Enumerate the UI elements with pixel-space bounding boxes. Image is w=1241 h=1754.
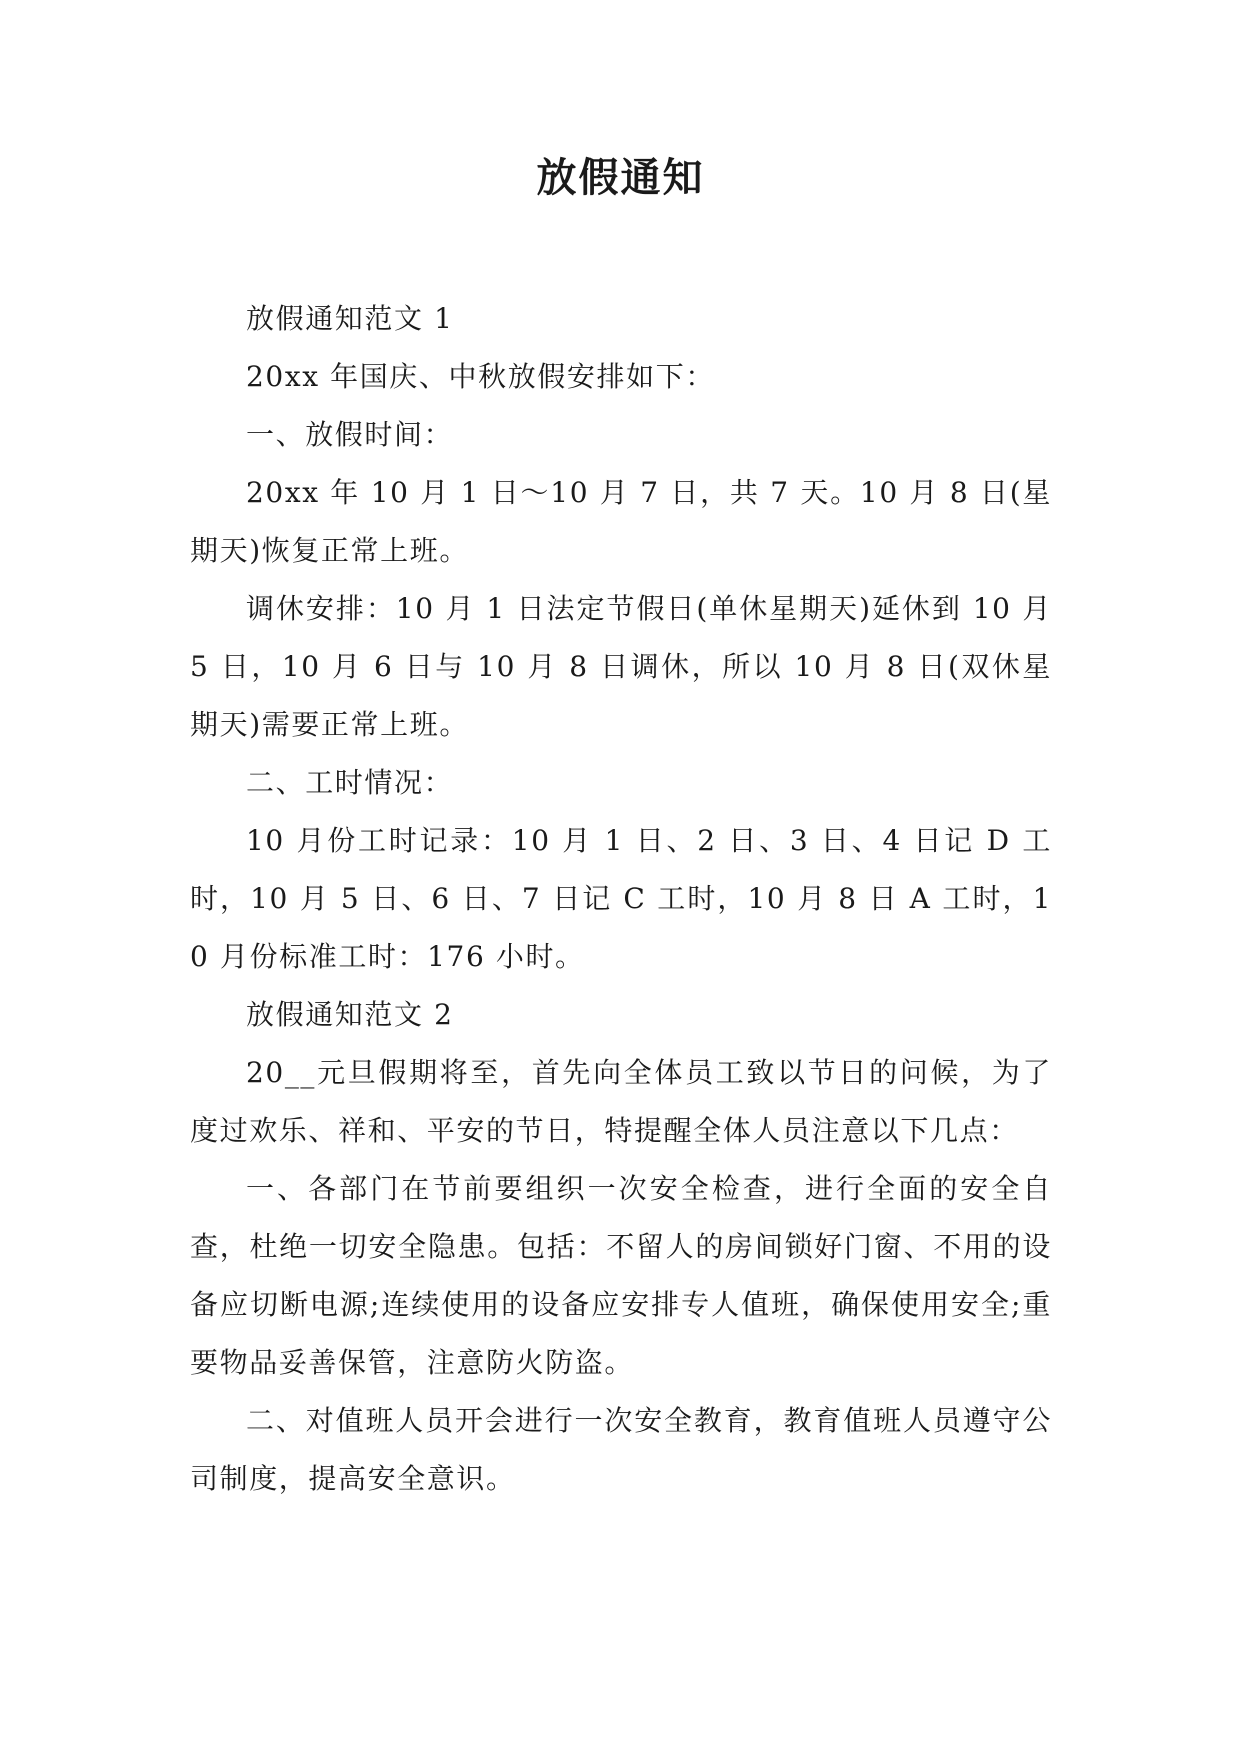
paragraph-heading-sample-1: 放假通知范文 1 bbox=[246, 302, 454, 335]
paragraph-safety-education: 二、对值班人员开会进行一次安全教育，教育值班人员遵守公司制度，提高安全意识。 bbox=[190, 1404, 1052, 1495]
paragraph-section-holiday-time: 一、放假时间： bbox=[246, 418, 454, 451]
document-body bbox=[190, 290, 1052, 1508]
paragraph-new-year-greeting: 20__元旦假期将至，首先向全体员工致以节日的问候，为了度过欢乐、祥和、平安的节日，特提醒全体人员注意以下几点： bbox=[190, 1056, 1052, 1147]
paragraph-shift-arrangement: 调休安排：10 月 1 日法定节假日(单休星期天)延休到 10 月 5 日，10 月 6 日与 10 月 8 日调休，所以 10 月 8 日(双休星期天)需要正常上班。 bbox=[190, 592, 1052, 741]
paragraph-section-work-hours: 二、工时情况： bbox=[246, 766, 454, 799]
paragraph-intro: 20xx 年国庆、中秋放假安排如下： bbox=[246, 360, 715, 393]
document-title: 放假通知 bbox=[536, 155, 705, 201]
paragraph-heading-sample-2: 放假通知范文 2 bbox=[246, 998, 454, 1031]
paragraph-holiday-dates: 20xx 年 10 月 1 日～10 月 7 日，共 7 天。10 月 8 日(星期天)恢复正常上班。 bbox=[190, 476, 1052, 567]
paragraph-work-hours-record: 10 月份工时记录：10 月 1 日、2 日、3 日、4 日记 D 工时，10 月 5 日、6 日、7 日记 C 工时，10 月 8 日 A 工时，10 月份标准工时：176 小时。 bbox=[190, 824, 1052, 973]
paragraph-safety-check: 一、各部门在节前要组织一次安全检查，进行全面的安全自查，杜绝一切安全隐患。包括：不留人的房间锁好门窗、不用的设备应切断电源;连续使用的设备应安排专人值班，确保使用安全;重要物品妥善保管，注意防火防盗。 bbox=[190, 1172, 1052, 1379]
